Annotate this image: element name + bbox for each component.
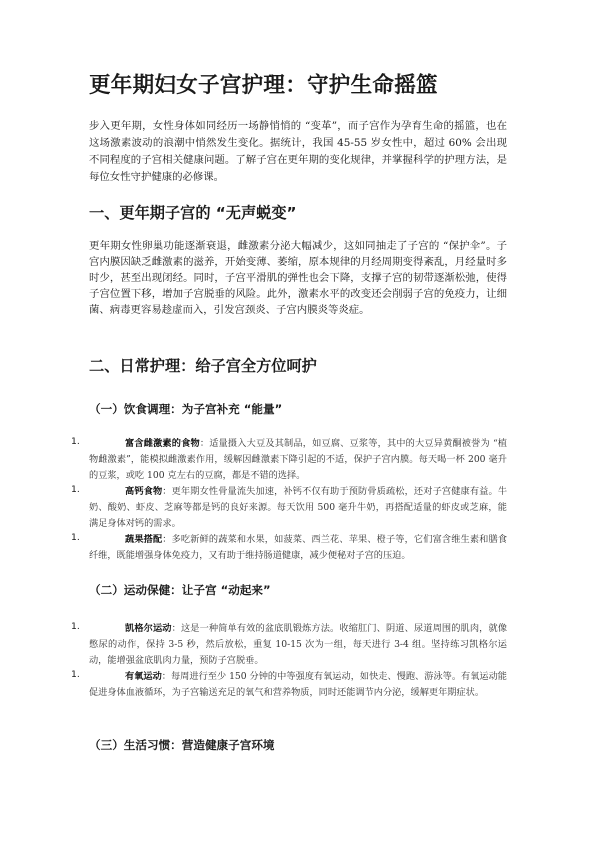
list-item-body: 每周进行至少 150 分钟的中等强度有氧运动，如快走、慢跑、游泳等。有氧运动能促进身体血液循环，为子宫输送充足的氧气和营养物质，同时还能调节内分泌，缓解更年期症状。	[89, 671, 507, 698]
list-item-separator: ：	[162, 486, 172, 497]
section-heading-2: 二、日常护理：给子宫全方位呵护	[89, 357, 317, 375]
list-item-text	[89, 484, 507, 532]
subsection-heading-lifestyle: （三）生活习惯：营造健康子宫环境	[89, 738, 275, 752]
list-item-separator: ：	[161, 671, 171, 682]
subsection-heading-diet: （一）饮食调理：为子宫补充 “能量”	[89, 402, 283, 416]
list-item	[0, 484, 595, 532]
exercise-list	[0, 621, 595, 701]
list-number: 1.	[71, 532, 80, 543]
list-item-separator: ：	[199, 438, 210, 449]
list-item-label: 凯格尔运动	[125, 623, 172, 634]
list-item-text	[89, 669, 507, 701]
list-item-label: 富含雌激素的食物	[125, 438, 200, 449]
list-item-text	[89, 532, 507, 564]
list-item	[0, 669, 595, 701]
list-item-text	[89, 621, 507, 669]
list-item-body: 这是一种简单有效的盆底肌锻炼方法。收缩肛门、阴道、尿道周围的肌肉，就像憋尿的动作，保持 3-5 秒，然后放松，重复 10-15 次为一组，每天进行 3-4 组。坚持练习凯格尔运动，能增强盆底肌肉力量，预防子宫脱垂。	[89, 623, 508, 666]
page-title: 更年期妇女子宫护理：守护生命摇篮	[89, 73, 438, 98]
list-item-body: 多吃新鲜的蔬菜和水果，如菠菜、西兰花、苹果、橙子等，它们富含维生素和膳食纤维，既能增强身体免疫力，又有助于维持肠道健康，减少便秘对子宫的压迫。	[89, 534, 508, 561]
section-1-paragraph: 更年期女性卵巢功能逐渐衰退，雌激素分泌大幅减少，这如同抽走了子宫的 “保护伞”。子宫内膜因缺乏雌激素的滋养，开始变薄、萎缩，原本规律的月经周期变得紊乱，月经量时多时少，甚至出现闭经。同时，子宫平滑肌的弹性也会下降，支撑子宫的韧带逐渐松弛，使得子宫位置下移，增加子宫脱垂的风险。此外，激素水平的改变还会削弱子宫的免疫力，让细菌、病毒更容易趁虚而入，引发宫颈炎、子宫内膜炎等炎症。	[89, 240, 507, 316]
list-number: 1.	[71, 436, 80, 447]
list-item-separator: ：	[162, 534, 172, 545]
list-number: 1.	[71, 669, 80, 680]
intro-paragraph: 步入更年期，女性身体如同经历一场静悄悄的 “变革”，而子宫作为孕育生命的摇篮，也在这场激素波动的浪潮中悄然发生变化。据统计，我国 45-55 岁女性中，超过 60% 会出现不同程度的子宫相关健康问题。了解子宫在更年期的变化规律，并掌握科学的护理方法，是每位女性守护健康的必修课。	[89, 120, 507, 183]
list-item	[0, 621, 595, 669]
list-item	[0, 532, 595, 564]
list-item-label: 有氧运动	[125, 671, 162, 682]
list-item-text	[89, 436, 507, 484]
list-item-label: 蔬果搭配	[125, 534, 163, 545]
list-item	[0, 436, 595, 484]
list-number: 1.	[71, 621, 80, 632]
list-item-separator: ：	[171, 623, 181, 634]
section-heading-1: 一、更年期子宫的 “无声蜕变”	[89, 204, 297, 222]
list-item-body: 更年期女性骨量流失加速，补钙不仅有助于预防骨质疏松，还对子宫健康有益。牛奶、酸奶、虾皮、芝麻等都是钙的良好来源。每天饮用 500 毫升牛奶，再搭配适量的虾皮或芝麻，能满足身体对钙的需求。	[89, 486, 508, 529]
list-item-body: 适量摄入大豆及其制品，如豆腐、豆浆等，其中的大豆异黄酮被誉为 “植物雌激素”，能模拟雌激素作用，缓解因雌激素下降引起的不适，保护子宫内膜。每天喝一杯 200 毫升的豆浆，或吃 100 克左右的豆腐，都是不错的选择。	[89, 438, 507, 481]
diet-list	[0, 436, 595, 564]
list-item-label: 高钙食物	[125, 486, 163, 497]
subsection-heading-exercise: （二）运动保健：让子宫 “动起来”	[89, 583, 271, 597]
list-number: 1.	[71, 484, 80, 495]
